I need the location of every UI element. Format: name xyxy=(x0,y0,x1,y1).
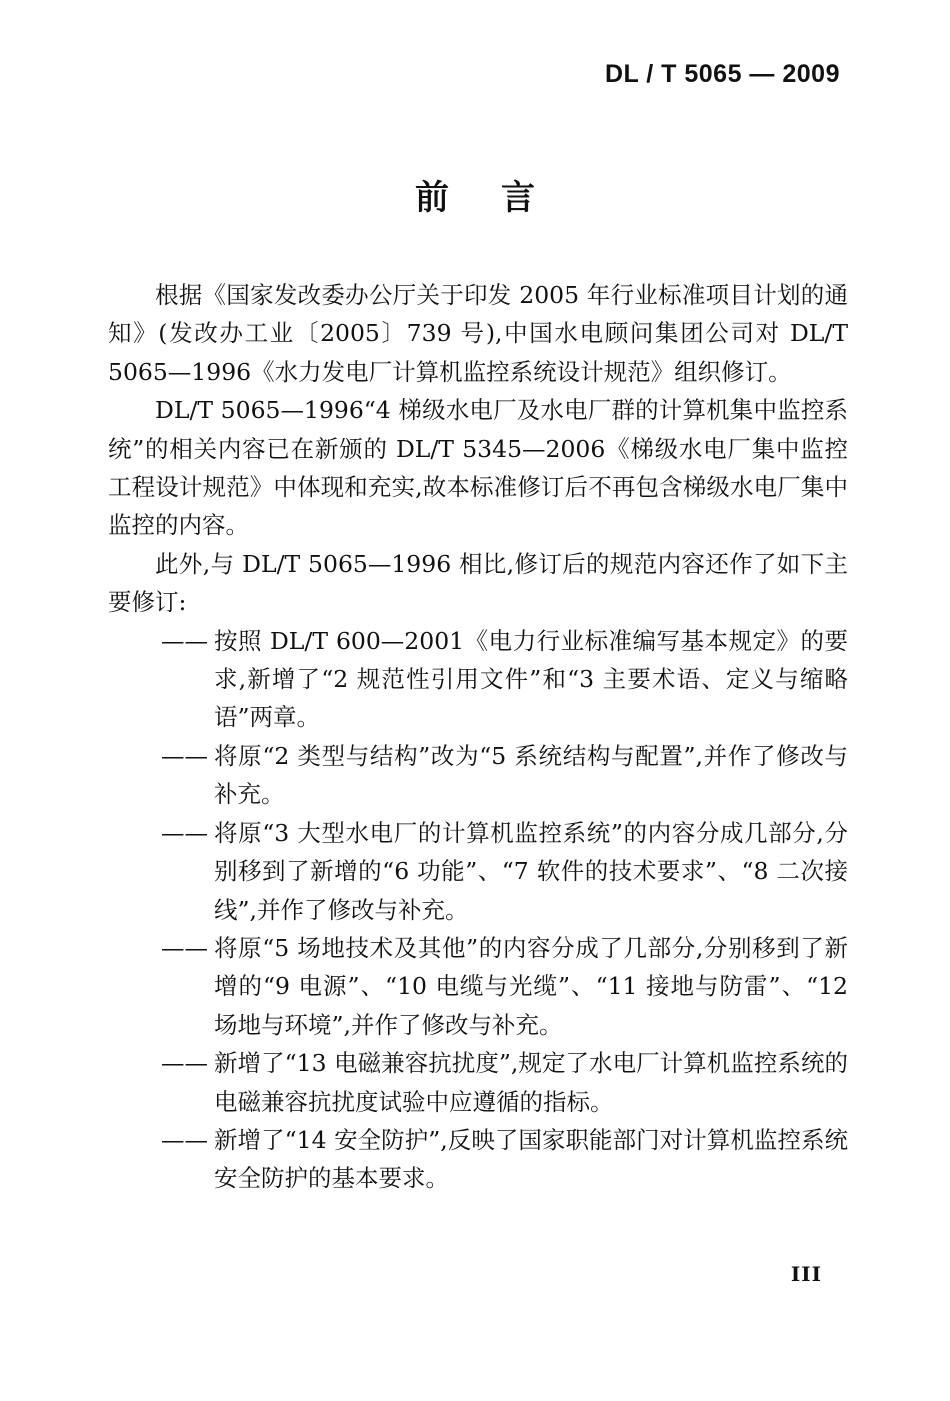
revision-item xyxy=(108,737,848,814)
item-dash: —— xyxy=(161,818,208,847)
revision-item-text: 按照 DL/T 600—2001《电力行业标准编写基本规定》的要求,新增了“2 规范性引用文件”和“3 主要术语、定义与缩略语”两章。 xyxy=(214,626,848,732)
revision-item xyxy=(108,1121,848,1198)
paragraph-revision-intro: 此外,与 DL/T 5065—1996 相比,修订后的规范内容还作了如下主要修订: xyxy=(108,549,848,617)
item-dash: —— xyxy=(161,933,208,962)
item-dash: —— xyxy=(161,741,208,770)
revision-item-text: 将原“3 大型水电厂的计算机监控系统”的内容分成几部分,分别移到了新增的“6 功能”、“7 软件的技术要求”、“8 二次接线”,并作了修改与补充。 xyxy=(214,818,848,924)
page-title: 前言 xyxy=(415,178,587,218)
revision-item xyxy=(108,622,848,737)
page-number: III xyxy=(790,1262,822,1286)
revision-item-text: 新增了“14 安全防护”,反映了国家职能部门对计算机监控系统安全防护的基本要求。 xyxy=(214,1125,848,1193)
revision-item-text: 将原“2 类型与结构”改为“5 系统结构与配置”,并作了修改与补充。 xyxy=(214,741,848,809)
revision-item xyxy=(108,929,848,1044)
revision-item xyxy=(108,1044,848,1121)
paragraph-revision-basis: 根据《国家发改委办公厅关于印发 2005 年行业标准项目计划的通知》(发改办工业〔2005〕739 号),中国水电顾问集团公司对 DL/T 5065—1996《水力发电厂计算机监控系统设计规范》组织修订。 xyxy=(108,281,848,386)
revision-item-text: 新增了“13 电磁兼容抗扰度”,规定了水电厂计算机监控系统的电磁兼容抗扰度试验中应遵循的指标。 xyxy=(214,1049,848,1116)
paragraph-scope-change: DL/T 5065—1996“4 梯级水电厂及水电厂群的计算机集中监控系统”的相关内容已在新颁的 DL/T 5345—2006《梯级水电厂集中监控工程设计规范》中体现和充实,故本标准修订后不再包含梯级水电厂集中监控的内容。 xyxy=(108,396,848,540)
foreword-body xyxy=(108,276,848,1198)
item-dash: —— xyxy=(161,1125,208,1154)
item-dash: —— xyxy=(161,1049,208,1078)
document-number: DL / T 5065 — 2009 xyxy=(604,60,840,88)
item-dash: —— xyxy=(161,626,208,655)
revision-item xyxy=(108,814,848,929)
revision-item-text: 将原“5 场地技术及其他”的内容分成了几部分,分别移到了新增的“9 电源”、“10 电缆与光缆”、“11 接地与防雷”、“12 场地与环境”,并作了修改与补充。 xyxy=(214,933,848,1039)
